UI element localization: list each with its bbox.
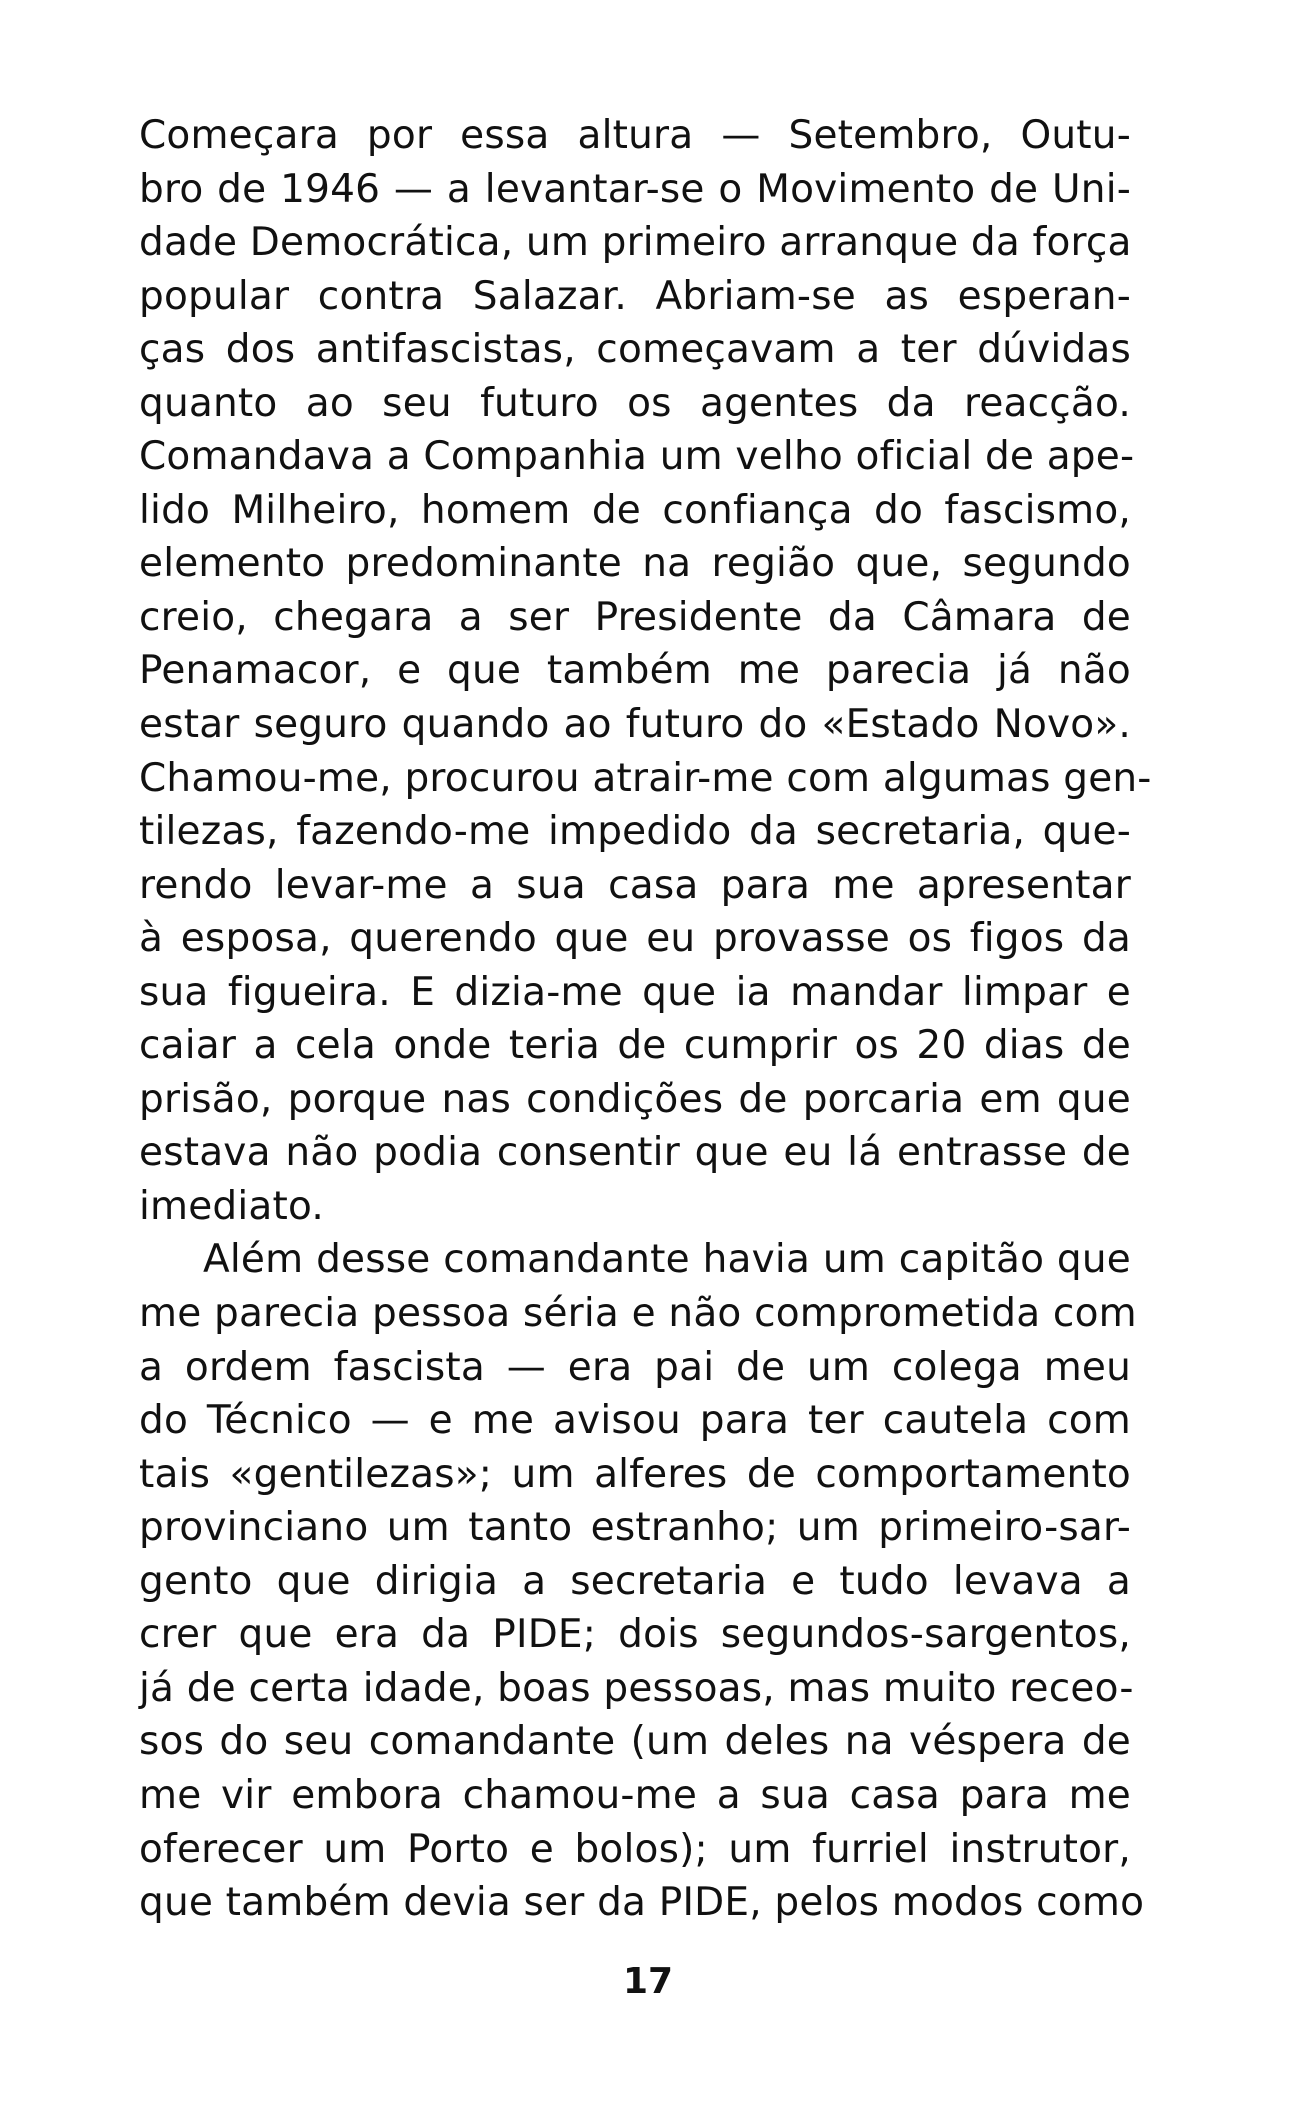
text-line: tais «gentilezas»; um alferes de comportamento [139, 1451, 1131, 1497]
text-line: tilezas, fazendo-me impedido da secretaria, que- [139, 809, 1131, 855]
text-line: sos do seu comandante (um deles na véspera de [139, 1719, 1131, 1765]
text-line: crer que era da PIDE; dois segundos-sargentos, [139, 1612, 1131, 1658]
text-line: bro de 1946 — a levantar-se o Movimento de Uni- [139, 166, 1131, 212]
text-line: provinciano um tanto estranho; um primeiro-sar- [139, 1505, 1131, 1551]
text-line: ças dos antifascistas, começavam a ter dúvidas [139, 327, 1131, 373]
text-line: imediato. [139, 1183, 324, 1229]
text-line: estar seguro quando ao futuro do «Estado Novo». [139, 702, 1131, 748]
text-line: oferecer um Porto e bolos); um furriel instrutor, [139, 1826, 1131, 1872]
text-line: a ordem fascista — era pai de um colega meu [139, 1344, 1131, 1390]
text-line: Penamacor, e que também me parecia já não [139, 648, 1131, 694]
text-line: Além desse comandante havia um capitão que [203, 1237, 1131, 1283]
text-line: caiar a cela onde teria de cumprir os 20 dias de [139, 1023, 1131, 1069]
text-line: gento que dirigia a secretaria e tudo levava a [139, 1558, 1131, 1604]
text-line: rendo levar-me a sua casa para me apresentar [139, 862, 1131, 908]
text-line: Começara por essa altura — Setembro, Outu- [139, 113, 1131, 158]
text-line: à esposa, querendo que eu provasse os figos da [139, 916, 1131, 962]
text-line: elemento predominante na região que, segundo [139, 541, 1131, 587]
text-line: Comandava a Companhia um velho oficial de ape- [139, 434, 1135, 480]
text-line: me vir embora chamou-me a sua casa para me [139, 1772, 1131, 1818]
page-number: 17 [622, 1961, 674, 2002]
text-line: sua figueira. E dizia-me que ia mandar limpar e [139, 969, 1131, 1015]
text-line: lido Milheiro, homem de confiança do fascismo, [139, 487, 1131, 533]
text-line: creio, chegara a ser Presidente da Câmara de [139, 594, 1131, 640]
text-line: prisão, porque nas condições de porcaria em que [139, 1076, 1131, 1122]
text-line: já de certa idade, boas pessoas, mas muito receo- [139, 1665, 1134, 1711]
text-line: dade Democrática, um primeiro arranque da força [139, 220, 1132, 266]
body-text [139, 109, 1152, 1930]
text-line: que também devia ser da PIDE, pelos modos como [139, 1880, 1145, 1926]
text-line: popular contra Salazar. Abriam-se as esperan- [139, 273, 1131, 319]
text-line: quanto ao seu futuro os agentes da reacção. [139, 380, 1131, 426]
text-line: Chamou-me, procurou atrair-me com algumas gen- [139, 755, 1152, 801]
text-line: me parecia pessoa séria e não comprometida com [139, 1291, 1137, 1337]
text-line: do Técnico — e me avisou para ter cautela com [139, 1398, 1131, 1444]
text-line: estava não podia consentir que eu lá entrasse de [139, 1130, 1131, 1176]
